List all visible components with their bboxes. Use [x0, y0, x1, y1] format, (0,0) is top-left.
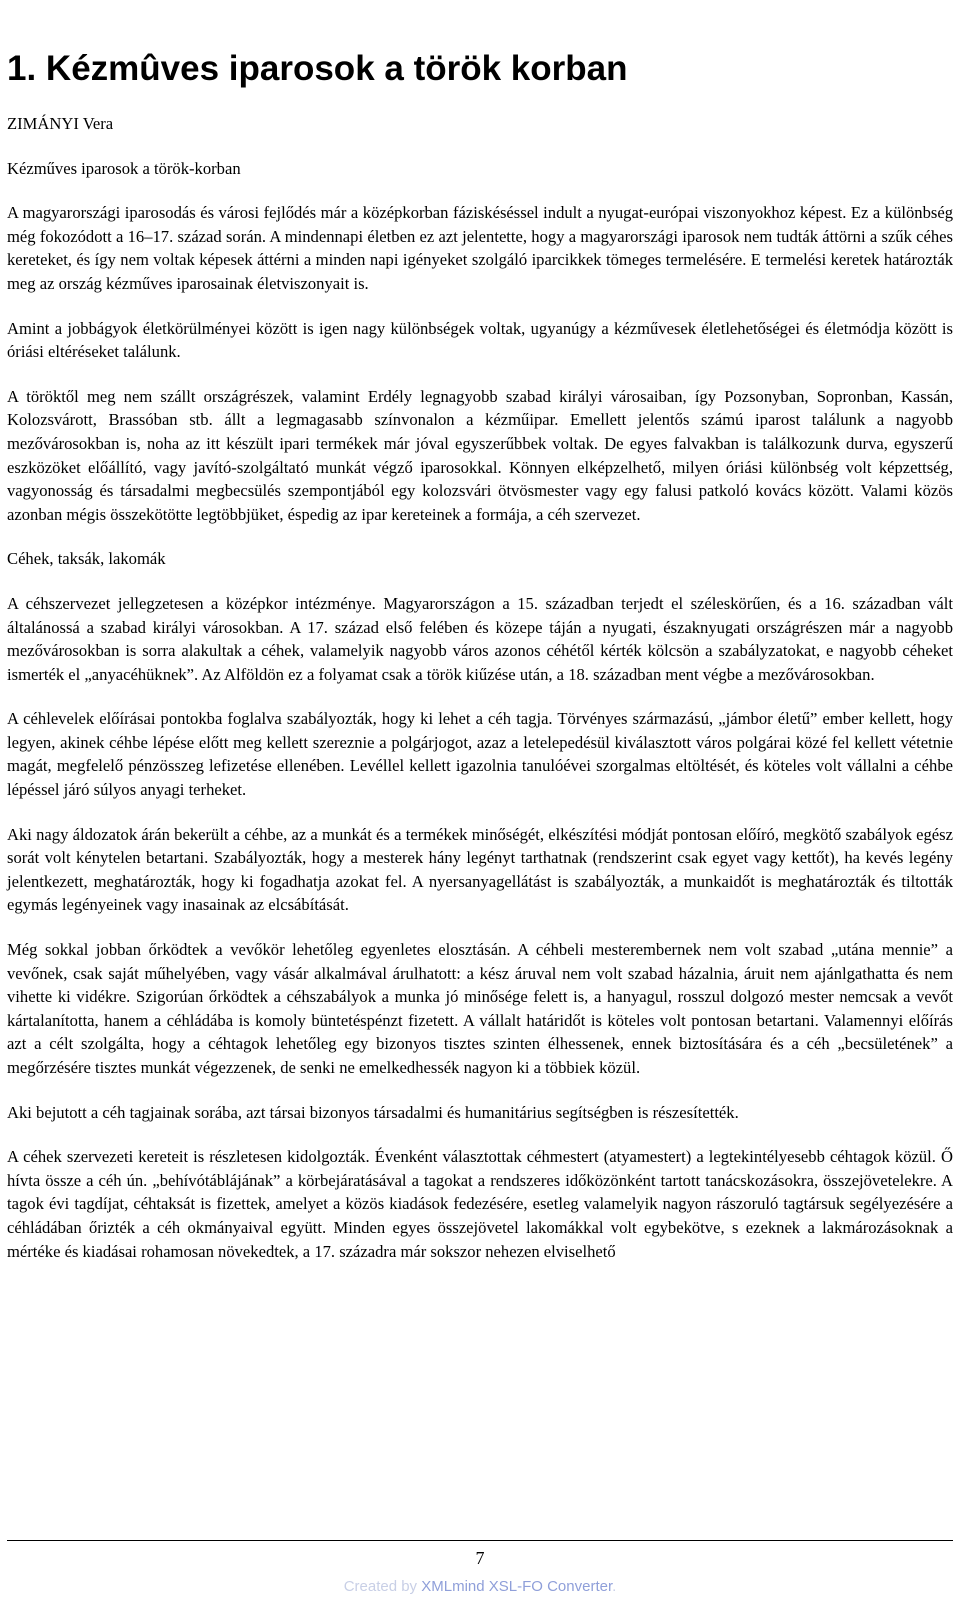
watermark-link[interactable]: XMLmind XSL-FO Converter	[421, 1578, 613, 1595]
author-line: ZIMÁNYI Vera	[7, 114, 114, 133]
paragraph: A céhlevelek előírásai pontokba foglalva szabályozták, hogy ki lehet a céh tagja. Törvényes származású, „jámbor életű” ember kellett, hogy legyen, akinek céhbe lépése előtt meg kellett szereznie a polgárjogot, azaz a letelepedésül kiválasztott város polgárai közé fel kellett vétetnie magát, megfelelő pénzösszeg lefizetése ellenében. Levéllel kellett igazolnia tanulóévei szorgalmas eltöltését, és köteles volt vállalni a céhbe lépéssel járó súlyos anyagi terheket.	[7, 709, 953, 800]
watermark-prefix: Created by	[343, 1578, 422, 1595]
converter-watermark	[0, 1577, 960, 1597]
section-heading: Céhek, taksák, lakomák	[7, 549, 166, 569]
paragraph: Aki nagy áldozatok árán bekerült a céhbe, az a munkát és a termékek minőségét, elkészítési módját pontosan előíró, megkötő szabályok egész sorát volt kénytelen betartani. Szabályozták, hogy a mesterek hány legényt tarthatnak (rendszerint csak egyet vagy kettőt), ha kevés legény jelentkezett, meghatározták, hogy ki fogadhatja azokat fel. A nyersanyagellátást is szabályozták, a munkaidőt is meghatározták és tiltották egymás legényeinek vagy inasainak az elcsábítását.	[7, 824, 953, 915]
document-title: 1. Kézmûves iparosok a török korban	[7, 49, 628, 88]
article-subtitle: Kézműves iparosok a török-korban	[7, 158, 241, 178]
document-body	[7, 112, 953, 1284]
paragraph: Amint a jobbágyok életkörülményei között is igen nagy különbségek voltak, ugyanúgy a kézművesek életlehetőségei és életmódja között is óriási eltéréseket találunk.	[7, 318, 953, 362]
paragraph: A céhszervezet jellegzetesen a középkor intézménye. Magyarországon a 15. században terjedt el széleskörűen, és a 16. században vált általánossá a szabad királyi városokban. A 17. század első felében és közepe táján a nyugati, északnyugati országrészen már a nagyobb mezővárosokban is sorra alakultak a céhek, valamelyik nagyobb város azonos céhétől kérték kölcsön a szabályzatokat, e nagyobb céheket ismerték el „anyacéhüknek”. Az Alföldön ez a folyamat csak a török kiűzése után, a 18. században ment végbe a mezővárosokban.	[7, 593, 953, 684]
paragraph: A magyarországi iparosodás és városi fejlődés már a középkorban fáziskéséssel indult a nyugat-európai viszonyokhoz képest. Ez a különbség még fokozódott a 16–17. század során. A mindennapi életben ez azt jelentette, hogy a magyarországi iparosok nem tudták áttörni a szűk céhes kereteket, és így nem voltak képesek áttérni a minden napi igényeket szolgáló iparcikkek tömeges termelésére. E termelési keretek határozták meg az ország kézműves iparosainak életviszonyait is.	[7, 203, 953, 293]
paragraph: Aki bejutott a céh tagjainak sorába, azt társai bizonyos társadalmi és humanitárius segítségben is részesítették.	[7, 1102, 739, 1122]
paragraph: Még sokkal jobban őrködtek a vevőkör lehetőleg egyenletes elosztásán. A céhbeli mesterembernek nem volt szabad „utána mennie” a vevőnek, csak saját műhelyében, vagy vásár alkalmával árulhatott: a kész áruval nem volt szabad házalnia, áruit nem ajánlgathatta és nem vihette ki vidékre. Szigorúan őrködtek a céhszabályok a munka jó minősége felett is, a hanyagul, rosszul dolgozó mester nemcsak a vevőt kártalanította, hanem a céhládába is komoly büntetéspénzt fizetett. A vállalt határidőt is köteles volt pontosan betartani. Valamennyi előírás azt a célt szolgálta, hogy a céhtagok lehetőleg egy bizonyos tisztes szinten élhessenek, ennek biztosítására és a céh „becsületének” a megőrzésére tisztes munkát végezzenek, de senki ne emelkedhessék nagyon ki a többiek közül.	[7, 940, 953, 1077]
page-number: 7	[475, 1548, 485, 1568]
paragraph: A céhek szervezeti kereteit is részletesen kidolgozták. Évenként választottak céhmestert (atyamestert) a legtekintélyesebb céhtagok közül. Ő hívta össze a céh ún. „behívótáblájának” a körbejáratásával a tagokat a rendszeres időközönként tartott tanácskozásokra, összejövetelekre. A tagok évi tagdíjat, céhtaksát is fizettek, amelyet a közös kiadások fedezésére, esetleg valamelyik nagyon rászoruló tagtársuk segélyezésére a céhládában őrizték a céh okmányaival együtt. Minden egyes összejövetel lakomákkal volt egybekötve, s ezeknek a lakmározásoknak a mértéke és kiadásai rohamosan növekedtek, a 17. századra már sokszor nehezen elviselhető	[7, 1147, 953, 1261]
footer-divider	[7, 1540, 953, 1541]
watermark-suffix: .	[612, 1578, 617, 1595]
paragraph: A töröktől meg nem szállt országrészek, valamint Erdély legnagyobb szabad királyi városaiban, így Pozsonyban, Sopronban, Kassán, Kolozsvárott, Brassóban stb. állt a legmagasabb színvonalon a kézműipar. Emellett jelentős számú iparost találunk a nagyobb mezővárosokban is, noha az itt készült ipari termékek már jóval egyszerűbbek voltak. De egyes falvakban is találkozunk durva, egyszerű eszközöket előállító, vagy javító-szolgáltató munkát végző iparosokkal. Könnyen elképzelhető, milyen óriási különbség volt képzettség, vagyonosság és társadalmi megbecsülés szempontjából egy kolozsvári ötvösmester vagy egy falusi patkoló kovács között. Valami közös azonban mégis összekötötte legtöbbjüket, éspedig az ipar kereteinek a formája, a céh szervezet.	[7, 386, 953, 524]
